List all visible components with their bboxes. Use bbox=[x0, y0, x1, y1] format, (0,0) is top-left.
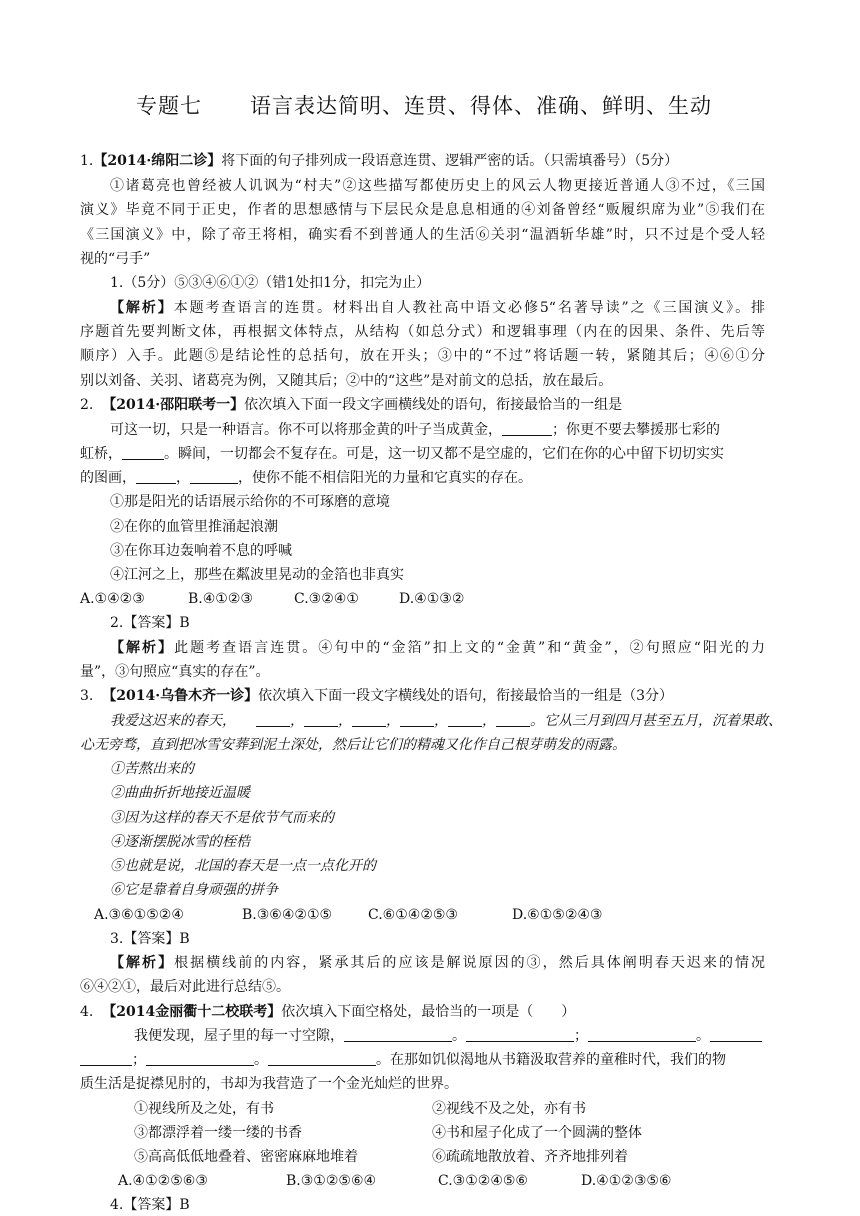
q3-passage-line: 我爱这迟来的春天， ， ， ， ， ， 。它从三月到四月甚至五月，沉着果敢、 bbox=[110, 713, 782, 729]
q1-body-line: 演义》毕竟不同于正史，作者的思想感情与下层民众是息息相通的④刘备曾经“贩履织席为业”⑤我们在 bbox=[80, 202, 765, 218]
q3-passage-line: 心无旁骛，直到把冰雪安葬到泥土深处，然后让它们的精魂又化作自己根芽萌发的雨露。 bbox=[80, 737, 626, 753]
blank-line bbox=[80, 1051, 132, 1066]
q1-body-line: ①诸葛亮也曾经被人讥讽为“村夫”②这些描写都使历史上的风云人物更接近普通人③不过，《三国 bbox=[110, 178, 765, 194]
option-d: D.④①③② bbox=[399, 591, 465, 607]
q4-item: ③都漂浮着一缕一缕的书香 bbox=[134, 1125, 302, 1141]
q1-stem: 1.【2014·绵阳二诊】将下面的句子排列成一段语意连贯、逻辑严密的话。（只需填番号）（5分） bbox=[80, 153, 679, 169]
blank-line bbox=[466, 1027, 574, 1042]
blank-line bbox=[588, 1027, 696, 1042]
q3-item: ③因为这样的春天不是依节气而来的 bbox=[110, 810, 334, 826]
option-a: A.④①②⑤⑥③ bbox=[118, 1173, 208, 1189]
q2-stem: 2. 【2014·邵阳联考一】依次填入下面一段文字画横线处的语句，衔接最恰当的一组是 bbox=[80, 397, 623, 413]
q2-answer: 2.【答案】B bbox=[110, 615, 190, 631]
blank-line bbox=[710, 1027, 762, 1042]
option-c: C.⑥①④②⑤③ bbox=[368, 907, 458, 923]
q2-options bbox=[80, 589, 680, 609]
q2-passage-line: 可这一切，只是一种语言。你不可以将那金黄的叶子当成黄金， ；你更不要去攀援那七彩的 bbox=[110, 422, 720, 438]
q2-item: ④江河之上，那些在粼波里晃动的金箔也非真实 bbox=[110, 567, 404, 583]
blank-line bbox=[352, 712, 386, 727]
q3-stem: 3. 【2014·乌鲁木齐一诊】依次填入下面一段文字横线处的语句，衔接最恰当的一组是（3分） bbox=[80, 688, 674, 704]
blank-line bbox=[268, 1051, 376, 1066]
q4-item: ⑤高高低低地叠着、密密麻麻地堆着 bbox=[134, 1149, 358, 1165]
option-b: B.③①②⑤⑥④ bbox=[286, 1173, 377, 1189]
q1-body-line: 《三国演义》中，除了帝王将相，确实看不到普通人的生活⑥关羽“温酒斩华雄”时，只不过是个受人轻 bbox=[80, 227, 765, 243]
q1-analysis-line: 顺序）入手。此题⑤是结论性的总括句，放在开头；③中的“不过”将话题一转，紧随其后；④⑥①分 bbox=[80, 348, 765, 364]
q4-item: ②视线不及之处，亦有书 bbox=[432, 1101, 586, 1117]
q3-item: ⑤也就是说，北国的春天是一点一点化开的 bbox=[110, 858, 376, 874]
blank-line bbox=[190, 469, 238, 484]
q4-stem: 4. 【2014金丽衢十二校联考】依次填入下面空格处，最恰当的一项是（ ） bbox=[80, 1004, 576, 1020]
q1-analysis-line: 别以刘备、关羽、诸葛亮为例，又随其后；②中的“这些”是对前文的总括，放在最后。 bbox=[80, 373, 613, 389]
q3-options bbox=[94, 905, 694, 925]
page-title bbox=[0, 90, 848, 120]
q1-answer: 1.（5分）⑤③④⑥①②（错1处扣1分，扣完为止） bbox=[110, 275, 431, 291]
option-c: C.③①②④⑤⑥ bbox=[438, 1173, 528, 1189]
q2-passage-line: 虹桥， 。瞬间，一切都会不复存在。可是，这一切又都不是空虚的，它们在你的心中留下切切实实 bbox=[80, 446, 724, 462]
q4-options bbox=[118, 1171, 758, 1191]
q4-item: ④书和屋子化成了一个圆满的整体 bbox=[432, 1125, 642, 1141]
blank-line bbox=[400, 712, 434, 727]
option-b: B.③⑥④②①⑤ bbox=[242, 907, 333, 923]
blank-line bbox=[304, 712, 338, 727]
option-d: D.④①②③⑤⑥ bbox=[581, 1173, 672, 1189]
q4-item: ⑥疏疏地散放着、齐齐地排列着 bbox=[432, 1149, 628, 1165]
option-c: C.③②④① bbox=[294, 591, 359, 607]
option-d: D.⑥①⑤②④③ bbox=[512, 907, 603, 923]
q2-item: ①那是阳光的话语展示给你的不可琢磨的意境 bbox=[110, 494, 390, 510]
q2-item: ③在你耳边轰响着不息的呼喊 bbox=[110, 543, 292, 559]
q2-passage-line: 的图画， ， ，使你不能不相信阳光的力量和它真实的存在。 bbox=[80, 470, 532, 486]
blank-line bbox=[122, 445, 164, 460]
q3-item: ①苦熬出来的 bbox=[110, 761, 194, 777]
q4-passage-line: 质生活是捉襟见肘的，书却为我营造了一个金光灿烂的世界。 bbox=[80, 1076, 458, 1092]
option-b: B.④①②③ bbox=[188, 591, 253, 607]
topic-name: 语言表达简明、连贯、得体、准确、鲜明、生动 bbox=[250, 94, 712, 118]
q1-analysis-line: 序题首先要判断文体，再根据文体特点，从结构（如总分式）和逻辑事理（内在的因果、条件、先后等 bbox=[80, 324, 765, 340]
blank-line bbox=[146, 1051, 254, 1066]
q3-item: ②曲曲折折地接近温暖 bbox=[110, 785, 250, 801]
q2-analysis-line: 【解析】此题考查语言连贯。④句中的“金箔”扣上文的“金黄”和“黄金”，②句照应“阳光的力 bbox=[110, 640, 766, 656]
blank-line bbox=[496, 712, 530, 727]
blank-line bbox=[136, 469, 176, 484]
blank-line bbox=[344, 1027, 452, 1042]
q1-analysis-line: 【解析】本题考查语言的连贯。材料出自人教社高中语文必修5“名著导读”之《三国演义》。排 bbox=[110, 300, 765, 316]
q1-body-line: 视的“弓手” bbox=[80, 251, 151, 267]
blank-line bbox=[502, 421, 552, 436]
q3-item: ⑥它是靠着自身顽强的拼争 bbox=[110, 882, 278, 898]
q2-item: ②在你的血管里推涌起浪潮 bbox=[110, 519, 278, 535]
option-a: A.③⑥①⑤②④ bbox=[94, 907, 184, 923]
q4-passage-line: ； 。 。在那如饥似渴地从书籍汲取营养的童稚时代，我们的物 bbox=[80, 1050, 726, 1070]
q3-item: ④逐渐摆脱冰雪的桎梏 bbox=[110, 834, 250, 850]
q3-answer: 3.【答案】B bbox=[110, 931, 190, 947]
q4-item: ①视线所及之处，有书 bbox=[134, 1101, 274, 1117]
topic-number: 专题七 bbox=[136, 94, 202, 118]
q3-analysis-line: 【解析】根据横线前的内容，紧承其后的应该是解说原因的③，然后具体阐明春天迟来的情况 bbox=[110, 955, 766, 971]
option-a: A.①④②③ bbox=[80, 591, 145, 607]
blank-line bbox=[448, 712, 482, 727]
q4-passage-line: 我便发现，屋子里的每一寸空隙， 。 ； 。 bbox=[134, 1026, 762, 1046]
q2-analysis-line: 量”，③句照应“真实的存在”。 bbox=[80, 664, 270, 680]
q3-analysis-line: ⑥④②①，最后对此进行总结⑤。 bbox=[80, 979, 290, 995]
q4-answer: 4.【答案】B bbox=[110, 1197, 190, 1213]
blank-line bbox=[256, 712, 290, 727]
